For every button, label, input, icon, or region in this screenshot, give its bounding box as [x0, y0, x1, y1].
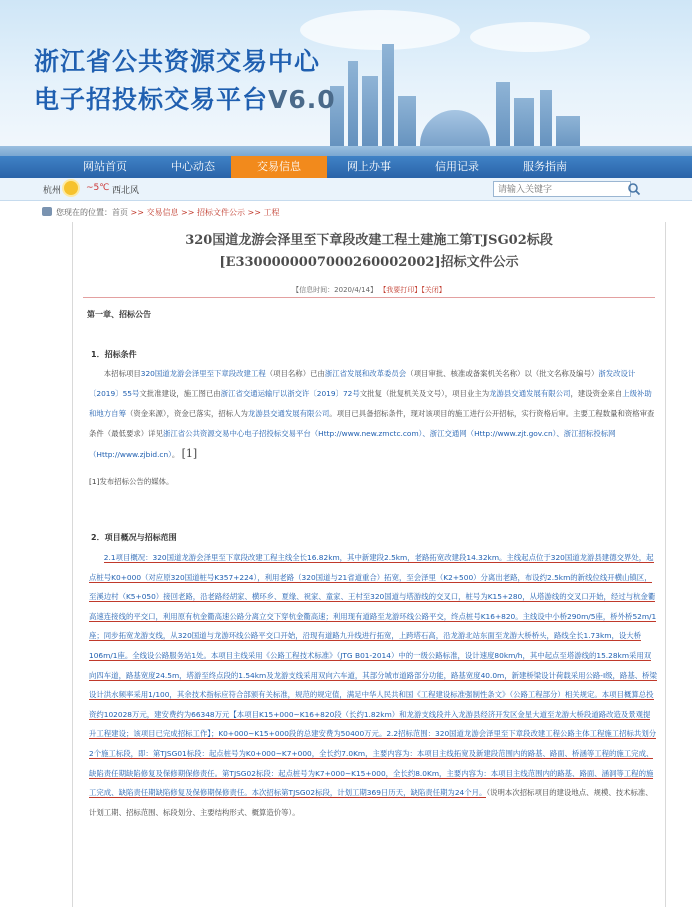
- nav-online-service[interactable]: 网上办事: [347, 160, 391, 173]
- sun-icon: [64, 181, 78, 195]
- breadcrumb-bid-doc[interactable]: 招标文件公示: [197, 208, 245, 217]
- breadcrumb-engineering[interactable]: 工程: [263, 208, 280, 217]
- breadcrumb-trade-info[interactable]: 交易信息: [146, 208, 179, 217]
- home-icon: [42, 207, 52, 216]
- print-link[interactable]: 【我要打印】: [379, 286, 422, 294]
- divider: [83, 297, 655, 298]
- search-input[interactable]: [493, 181, 631, 197]
- weather-city: 杭州: [43, 186, 62, 196]
- main-nav: [0, 156, 692, 178]
- page-title: 320国道龙游会泽里至下章段改建工程土建施工第TJSG02标段 [E3300000007000260002002]招标文件公示: [185, 233, 553, 270]
- nav-home[interactable]: 网站首页: [83, 160, 127, 173]
- nav-service-guide[interactable]: 服务指南: [523, 160, 567, 173]
- section2-heading: 2．项目概况与招标范围: [91, 533, 177, 542]
- weather-wind: 西北风: [112, 186, 140, 196]
- breadcrumb-home[interactable]: 首页: [112, 208, 128, 217]
- section1-heading: 1．招标条件: [91, 350, 137, 359]
- site-subtitle: 电子招投标交易平台V6.0: [34, 85, 336, 114]
- publish-date: 2020/4/14: [334, 286, 371, 294]
- chapter-heading: 第一章、招标公告: [87, 310, 151, 319]
- article-container: [72, 222, 666, 907]
- search-button[interactable]: [627, 181, 641, 197]
- footnote-ref[interactable]: [1]: [181, 447, 198, 460]
- close-link[interactable]: 【关闭】: [421, 286, 446, 294]
- article-meta: 【信息时间：2020/4/14】 【我要打印】【关闭】: [292, 286, 446, 294]
- site-title: 浙江省公共资源交易中心: [34, 47, 321, 76]
- weather-temp: ~5℃: [86, 183, 110, 193]
- nav-credit-record[interactable]: 信用记录: [435, 160, 479, 173]
- nav-center-news[interactable]: 中心动态: [171, 160, 215, 173]
- breadcrumb: 您现在的位置：首页 >> 交易信息 >> 招标文件公示 >> 工程: [42, 207, 280, 218]
- footnote: [1]发布招标公告的媒体。: [89, 477, 174, 486]
- header-banner: [0, 0, 692, 156]
- info-bar: [0, 178, 692, 201]
- nav-trade-info[interactable]: 交易信息: [231, 156, 327, 178]
- section2-body: 2.1项目概况：320国道龙游会泽里至下章段改建工程主线全长16.82km，其中新建段2.5km，老路拓宽改建段14.32km。主线起点位于320国道龙游县建德交界处，起点桩号K0+000（对应原320国道桩号K357+224），利用老路（320国道与21省道重合）拓宽，至会泽里（K2+500）分离出老路，布设约2.5km的新线位线开横山镇区，至溪边村（K5+050）接回老路，沿老路经胡家、横环乡、夏缘、祝家、童家、王村至320国道与塔游线的交叉口，桩号为K15+280，从塔游线的交叉口开始，经过与杭金衢高速连接线的平交口，利用原有杭金衢高速公路分离立交下穿杭金衢高速；利用现有道路至龙游环线公路平交，终点桩号K16+820。主线设中小桥290m/5座，桥外桥52m/1座；同步拓宽龙游支线，从320国道与龙游环线公路平交口开始，沿现有道路九升线进行拓宽，上跨塔石高，沿龙游北站东面至龙游大桥桥头，路线全长1.73km，设大桥106m/1座。全线设公路服务站1处。本项目主线采用《公路工程技术标准》（JTG B01-2014）中的一级公路标准，设计速度80km/h，其中起点至塔游线的15.28km采用双向四车道，路基宽度24.5m，塔游至终点段的1.54km及龙游支线采用双向六车道，其部分城市道路部分功能，路基宽度40.0m，新建桥梁设计荷载采用公路-I级，路基、桥梁设计洪水频率采用1/100，其余技术指标应符合部颁有关标准，规范的规定值，满足中华人民共和国《工程建设标准强制性条文》（公路工程部分）相关规定。本项目概算总投资约102028万元，建安费约为66348万元【本项目K15+000~K16+820段（长约1.82km）和龙游支线段并入龙游县经济开发区金星大道至龙游大桥段道路改造及景观提升工程建设；该项目已完成招标工作】；K0+000~K15+000段的总建安费为50400万元。2.2招标范围：320国道龙游会泽里至下章段改建工程公路主体工程施工招标共划分2个施工标段，即：第TJSG01标段：起点桩号为K0+000~K7+000，全长约7.0Km，主要内容为：本项目主线拓宽及新建段范围内的路基、路面、桥涵等工程的施工完成、缺陷责任期缺陷修复及保修期保修责任。第TJSG02标段：起点桩号为K7+000~K15+000，全长约8.0Km，主要内容为：本项目主线范围内的路基、路面、涵洞等工程的施工完成、缺陷责任期缺陷修复及保修期保修责任。本次招标第TJSG02标段，计划工期369日历天，缺陷责任期为24个月。（说明本次招标项目的建设地点、规模、技术标准、计划工期、招标范围、标段划分、主要结构形式、概算造价等）。: [89, 553, 657, 817]
- search-icon: [627, 181, 641, 197]
- section1-body: 本招标项目320国道龙游会泽里至下章段改建工程（项目名称）已由浙江省发展和改革委员会（项目审批、核准或备案机关名称）以（批文名称及编号）浙发改设计〔2019〕55号文批准建设，施工图已由浙江省交通运输厅以浙交许〔2019〕72号文批复（批复机关及文号），项目业主为龙游县交通发展有限公司，建设资金来自上级补助和地方自筹（资金来源），资金已落实，招标人为龙游县交通发展有限公司。项目已具备招标条件，现对该项目的施工进行公开招标，实行资格后审。主要工程数量和资格审查条件（最低要求）详见浙江省公共资源交易中心电子招投标交易平台（Http://www.new.zmctc.com）、浙江交通网（Http://www.zjt.gov.cn）、浙江招标投标网（Http://www.zjbid.cn）。 [1]: [89, 369, 655, 460]
